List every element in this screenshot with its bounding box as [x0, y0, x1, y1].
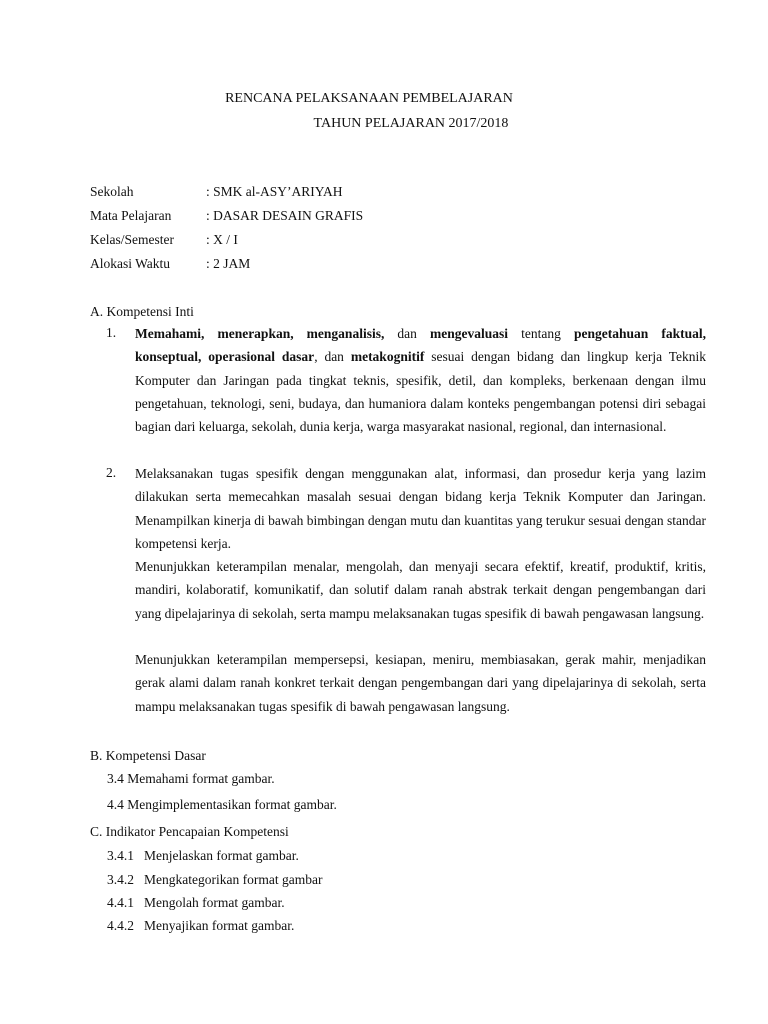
identity-value: : DASAR DESAIN GRAFIS: [206, 208, 364, 223]
indicator-code: 3.4.2: [107, 872, 134, 887]
identity-label: Kelas/Semester: [90, 232, 174, 247]
core-competence-2-p1: Melaksanakan tugas spesifik dengan menggunakan alat, informasi, dan prosedur kerja yang lazim dilakukan serta memecahkan masalah sesuai dengan bidang kerja Teknik Komputer dan Jaringan. Menampilkan kinerja di bawah bimbingan dengan mutu dan kuantitas yang terukur sesuai dengan standar kompetensi kerja.: [135, 466, 706, 551]
bold-text: metakognitif: [350, 349, 425, 365]
list-item: [107, 848, 299, 864]
identity-value: : 2 JAM: [206, 256, 251, 271]
indicator-text: Mengolah format gambar.: [144, 895, 285, 910]
indicator-text: Mengkategorikan format gambar: [144, 872, 323, 887]
text: , dan: [314, 349, 351, 365]
text: dan: [384, 326, 431, 341]
bold-text: pengetahuan faktual, konseptual, operasional dasar: [135, 326, 706, 365]
core-competence-2-p2: Menunjukkan keterampilan menalar, mengolah, dan menyaji secara efektif, kreatif, produktif, kritis, mandiri, kolaboratif, komunikatif, dan solutif dalam ranah abstrak terkait dengan pengembangan dari yang dipelajarinya di sekolah, serta mampu melaksanakan tugas spesifik di bawah pengawasan langsung.: [135, 559, 706, 621]
bold-text: Memahami, menerapkan, menganalisis,: [135, 326, 385, 341]
text: sesuai dengan bidang dan lingkup kerja Teknik Komputer dan Jaringan pada tingkat teknis, spesifik, detil, dan kompleks, berkenaan dengan ilmu pengetahuan, teknologi, seni, budaya, dan humaniora dalam konteks pengembangan potensi diri sebagai bagian dari keluarga, sekolah, dunia kerja, warga masyarakat nasional, regional, dan internasional.: [135, 349, 706, 435]
list-item: [107, 895, 285, 911]
core-competence-2-p3: Menunjukkan keterampilan mempersepsi, kesiapan, meniru, membiasakan, gerak mahir, menjadikan gerak alami dalam ranah konkret terkait dengan pengembangan dari yang dipelajarinya di sekolah, serta mampu melaksanakan tugas spesifik di bawah pengawasan langsung.: [135, 652, 706, 714]
section-c-heading: C. Indikator Pencapaian Kompetensi: [90, 824, 289, 839]
list-number: 2.: [106, 465, 117, 480]
indicator-text: Menjelaskan format gambar.: [144, 848, 299, 863]
section-b-heading: B. Kompetensi Dasar: [90, 748, 206, 763]
list-item: 3.4 Memahami format gambar.: [107, 771, 275, 786]
text: tentang: [508, 326, 574, 341]
identity-label: Sekolah: [90, 184, 134, 199]
section-a-heading: A. Kompetensi Inti: [90, 304, 194, 319]
list-number: 1.: [106, 325, 117, 340]
core-competence-1: [135, 322, 706, 438]
identity-value: : SMK al-ASY’ARIYAH: [206, 184, 343, 199]
list-item: [107, 918, 294, 934]
bold-text: mengevaluasi: [430, 326, 509, 341]
indicator-code: 4.4.2: [107, 918, 134, 933]
list-item: 4.4 Mengimplementasikan format gambar.: [107, 797, 337, 812]
indicator-code: 4.4.1: [107, 895, 134, 910]
indicator-code: 3.4.1: [107, 848, 134, 863]
identity-label: Alokasi Waktu: [90, 256, 171, 271]
identity-value: : X / I: [206, 232, 238, 247]
identity-label: Mata Pelajaran: [90, 208, 172, 223]
document-title: RENCANA PELAKSANAAN PEMBELAJARAN: [225, 91, 513, 106]
academic-year: TAHUN PELAJARAN 2017/2018: [313, 116, 509, 131]
list-item: [107, 872, 322, 888]
indicator-text: Menyajikan format gambar.: [144, 918, 295, 933]
